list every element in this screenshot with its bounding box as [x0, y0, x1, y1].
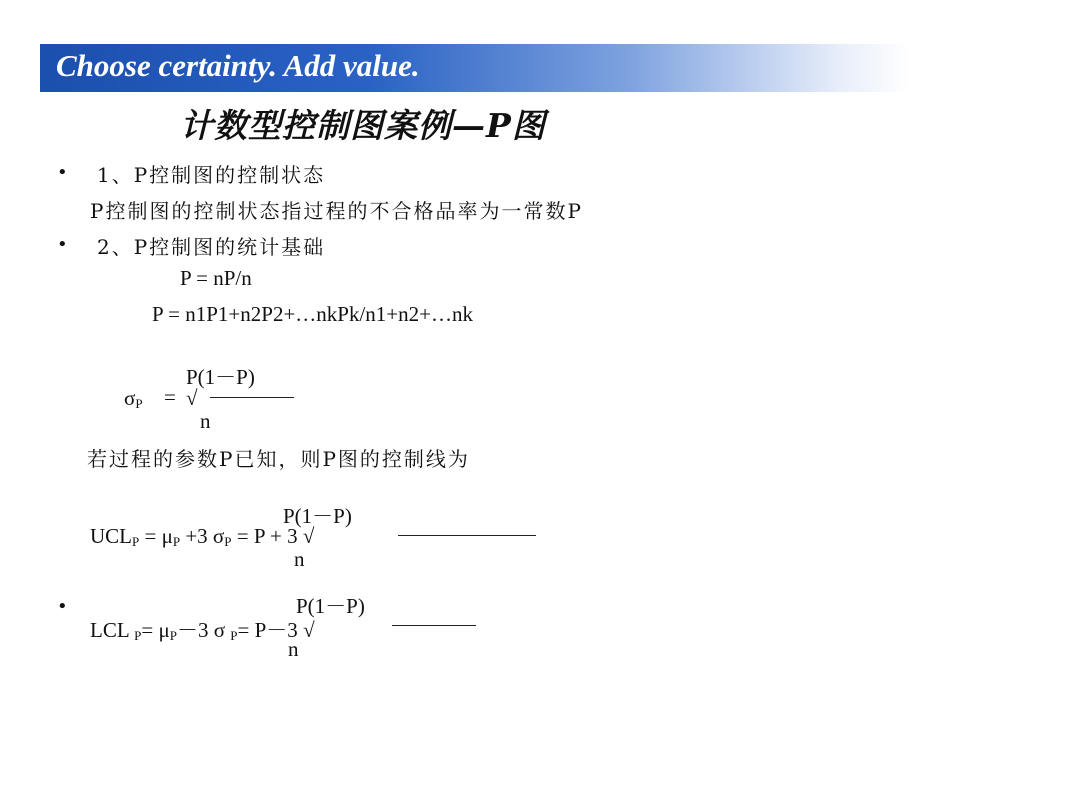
- equation-p-mean: P = nP/n: [180, 266, 252, 290]
- sigma-numerator: P(1－P): [186, 365, 255, 389]
- ucl-radical: √: [302, 524, 315, 548]
- header-tagline: Choose certainty. Add value.: [56, 48, 420, 83]
- bullet-3: •: [57, 596, 68, 617]
- item1-text: P控制图的控制状态指过程的不合格品率为一常数P: [90, 199, 583, 223]
- known-parameter-text: 若过程的参数P已知，则P图的控制线为: [87, 447, 470, 471]
- bullet-1: •: [57, 162, 68, 183]
- lcl-numerator: P(1－P): [296, 594, 365, 618]
- item1-heading: 1、P控制图的控制状态: [97, 163, 326, 187]
- lcl-denominator: n: [288, 637, 299, 661]
- sigma-lhs: $\sigma_P$: [124, 386, 143, 411]
- lcl-fraction-bar: [392, 625, 476, 626]
- sigma-equals: =: [164, 385, 176, 409]
- slide-title: 计数型控制图案例—P图: [180, 106, 546, 145]
- ucl-fraction-bar: [398, 535, 536, 536]
- header-banner: [40, 44, 910, 92]
- item2-heading: 2、P控制图的统计基础: [97, 235, 326, 259]
- bullet-2: •: [57, 234, 68, 255]
- ucl-numerator: P(1－P): [283, 504, 352, 528]
- lcl-expression: LCL $_P= \mu_P-3$ σ $_P$= P－3 √: [90, 618, 315, 643]
- lcl-radical: √: [303, 618, 315, 642]
- ucl-denominator: n: [294, 547, 305, 571]
- ucl-expression: $UCL_P = \mu_P +3$ $\sigma_P = P + 3$ √: [90, 524, 315, 549]
- sigma-fraction-bar: [210, 397, 294, 398]
- sigma-radical: √: [186, 386, 198, 410]
- sigma-denominator: n: [200, 409, 211, 433]
- equation-p-weighted: P = n1P1+n2P2+…nkPk/n1+n2+…nk: [152, 302, 473, 326]
